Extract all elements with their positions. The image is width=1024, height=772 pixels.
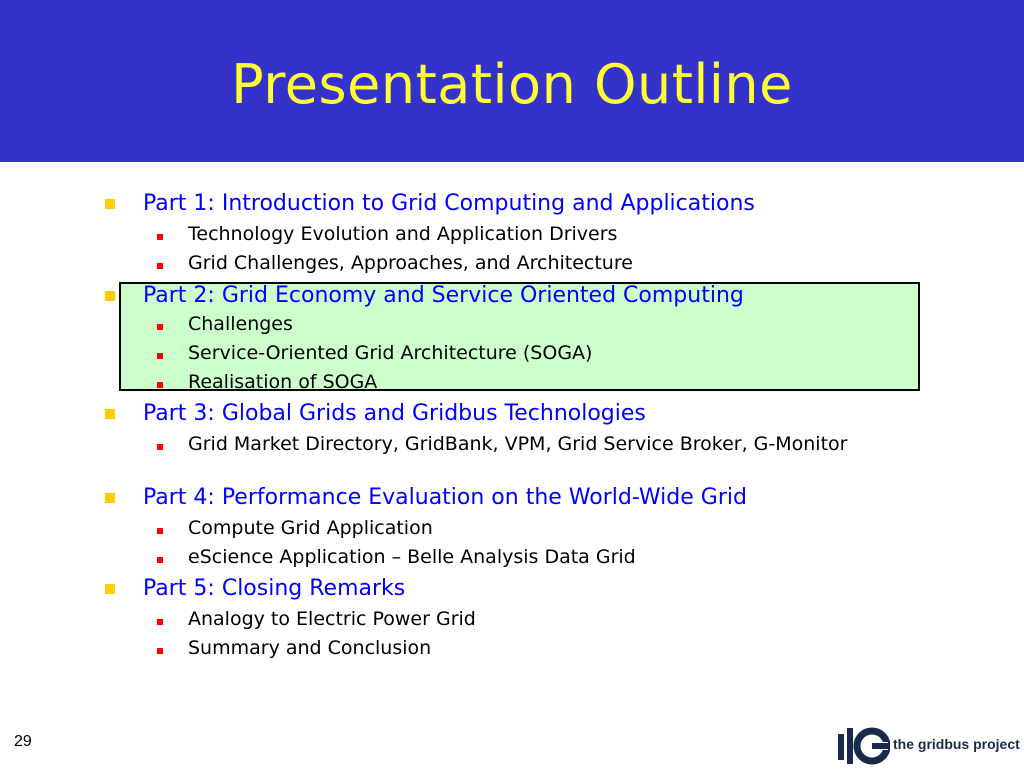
outline-part-5: Part 5: Closing Remarks bbox=[143, 576, 406, 601]
outline-part-1: Part 1: Introduction to Grid Computing and Applications bbox=[143, 191, 755, 216]
bullet-icon bbox=[157, 234, 163, 240]
bullet-icon bbox=[105, 199, 115, 209]
bullet-icon bbox=[105, 584, 115, 594]
bullet-icon bbox=[157, 382, 163, 388]
bullet-icon bbox=[105, 409, 115, 419]
logo-text: the gridbus project bbox=[893, 736, 1020, 752]
bullet-icon bbox=[157, 528, 163, 534]
outline-item: Analogy to Electric Power Grid bbox=[188, 608, 476, 630]
bullet-icon bbox=[157, 324, 163, 330]
bullet-icon bbox=[157, 444, 163, 450]
outline-item: eScience Application – Belle Analysis Data Grid bbox=[188, 546, 636, 568]
outline-part-3: Part 3: Global Grids and Gridbus Technologies bbox=[143, 401, 646, 426]
bullet-icon bbox=[157, 263, 163, 269]
outline-part-4: Part 4: Performance Evaluation on the World-Wide Grid bbox=[143, 485, 747, 510]
bullet-icon bbox=[157, 557, 163, 563]
gridbus-logo-icon bbox=[838, 724, 890, 768]
outline-item: Compute Grid Application bbox=[188, 517, 433, 539]
bullet-icon bbox=[157, 619, 163, 625]
outline-item: Service-Oriented Grid Architecture (SOGA) bbox=[188, 342, 593, 364]
bullet-icon bbox=[105, 493, 115, 503]
outline-item: Technology Evolution and Application Drivers bbox=[188, 223, 618, 245]
outline-item: Summary and Conclusion bbox=[188, 637, 432, 659]
outline-item: Realisation of SOGA bbox=[188, 371, 378, 393]
slide-title: Presentation Outline bbox=[231, 53, 793, 116]
page-number: 29 bbox=[14, 733, 32, 750]
outline-item: Challenges bbox=[188, 313, 293, 335]
outline-item: Grid Market Directory, GridBank, VPM, Grid Service Broker, G-Monitor bbox=[188, 433, 848, 455]
bullet-icon bbox=[157, 648, 163, 654]
bullet-icon bbox=[157, 353, 163, 359]
bullet-icon bbox=[105, 291, 115, 301]
outline-part-2: Part 2: Grid Economy and Service Oriented Computing bbox=[143, 283, 744, 308]
outline-item: Grid Challenges, Approaches, and Architecture bbox=[188, 252, 633, 274]
gridbus-logo bbox=[838, 724, 1024, 768]
